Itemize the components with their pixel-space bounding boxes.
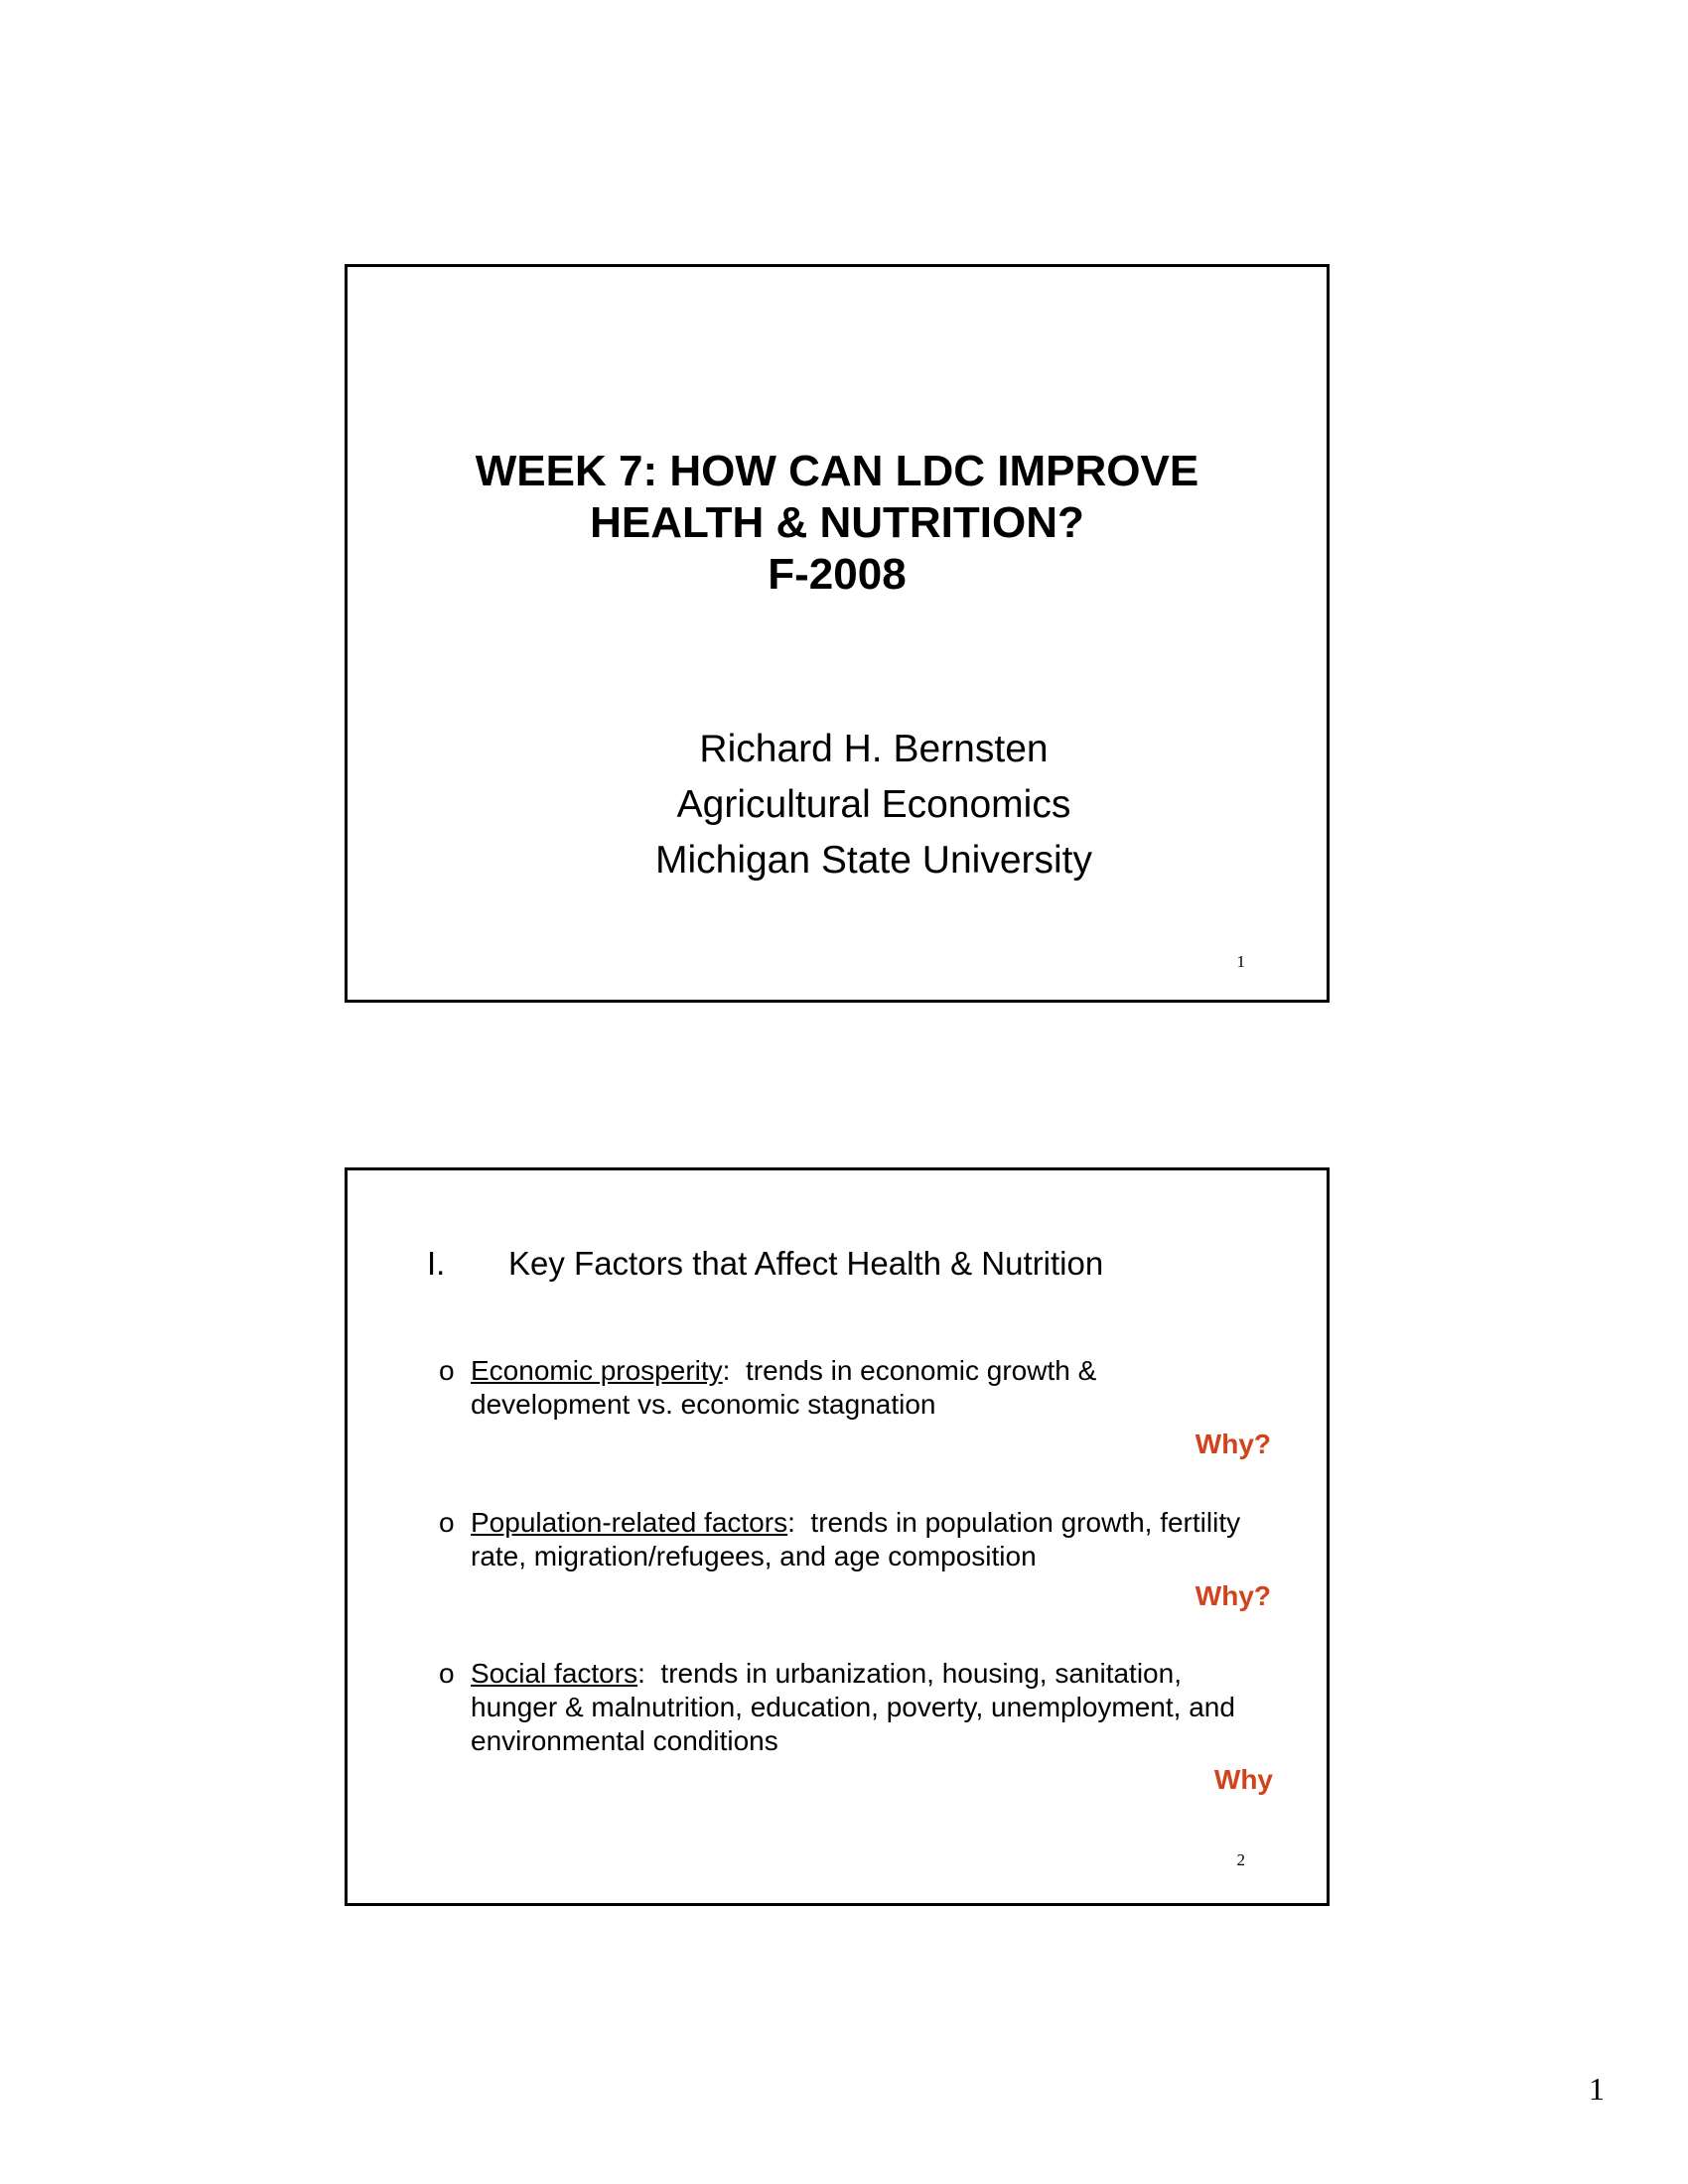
bullet-separator: : (637, 1658, 645, 1689)
why-label-3: Why (1213, 1764, 1273, 1795)
slide-2 (345, 1167, 1330, 1906)
slide-1 (345, 264, 1330, 1003)
bullet-separator: : (787, 1507, 795, 1538)
section-numeral: I. (427, 1245, 446, 1282)
bullet-text (471, 1506, 1253, 1573)
slide-2-number: 2 (1236, 1850, 1245, 1869)
bullet-term: Economic prosperity (471, 1355, 723, 1386)
bullet-social-factors (439, 1657, 1253, 1758)
bullet-marker: o (439, 1658, 455, 1689)
bullet-description: trends in urbanization, housing, sanitation, hunger & malnutrition, education, poverty, unemployment, and environmental conditions (471, 1658, 1243, 1756)
bullet-economic-prosperity (439, 1354, 1253, 1422)
bullet-description: trends in population growth, fertility rate, migration/refugees, and age composition (471, 1507, 1248, 1571)
bullet-description: trends in economic growth & development vs. economic stagnation (471, 1355, 1105, 1420)
section-heading (427, 1244, 1103, 1284)
bullet-separator: : (722, 1355, 731, 1386)
title-line-1: WEEK 7: HOW CAN LDC IMPROVE (475, 447, 1199, 495)
author-university: Michigan State University (654, 839, 1092, 882)
bullet-term: Social factors (471, 1658, 638, 1689)
author-department: Agricultural Economics (676, 783, 1071, 826)
bullet-term: Population-related factors (471, 1507, 788, 1538)
bullet-marker: o (439, 1507, 455, 1538)
title-line-3: F-2008 (768, 550, 907, 599)
bullet-text (471, 1354, 1253, 1422)
bullet-population-factors (439, 1506, 1253, 1573)
section-heading-text: Key Factors that Affect Health & Nutrition (508, 1245, 1104, 1282)
title-line-2: HEALTH & NUTRITION? (590, 498, 1084, 547)
bullet-text (471, 1657, 1253, 1758)
why-label-2: Why? (1195, 1580, 1271, 1611)
slide-1-title (348, 446, 1327, 601)
author-block (526, 722, 1221, 888)
slide-1-number: 1 (1236, 952, 1245, 971)
bullet-marker: o (439, 1355, 455, 1386)
why-label-1: Why? (1195, 1429, 1271, 1459)
page-number: 1 (1589, 2071, 1605, 2107)
author-name: Richard H. Bernsten (699, 728, 1049, 770)
